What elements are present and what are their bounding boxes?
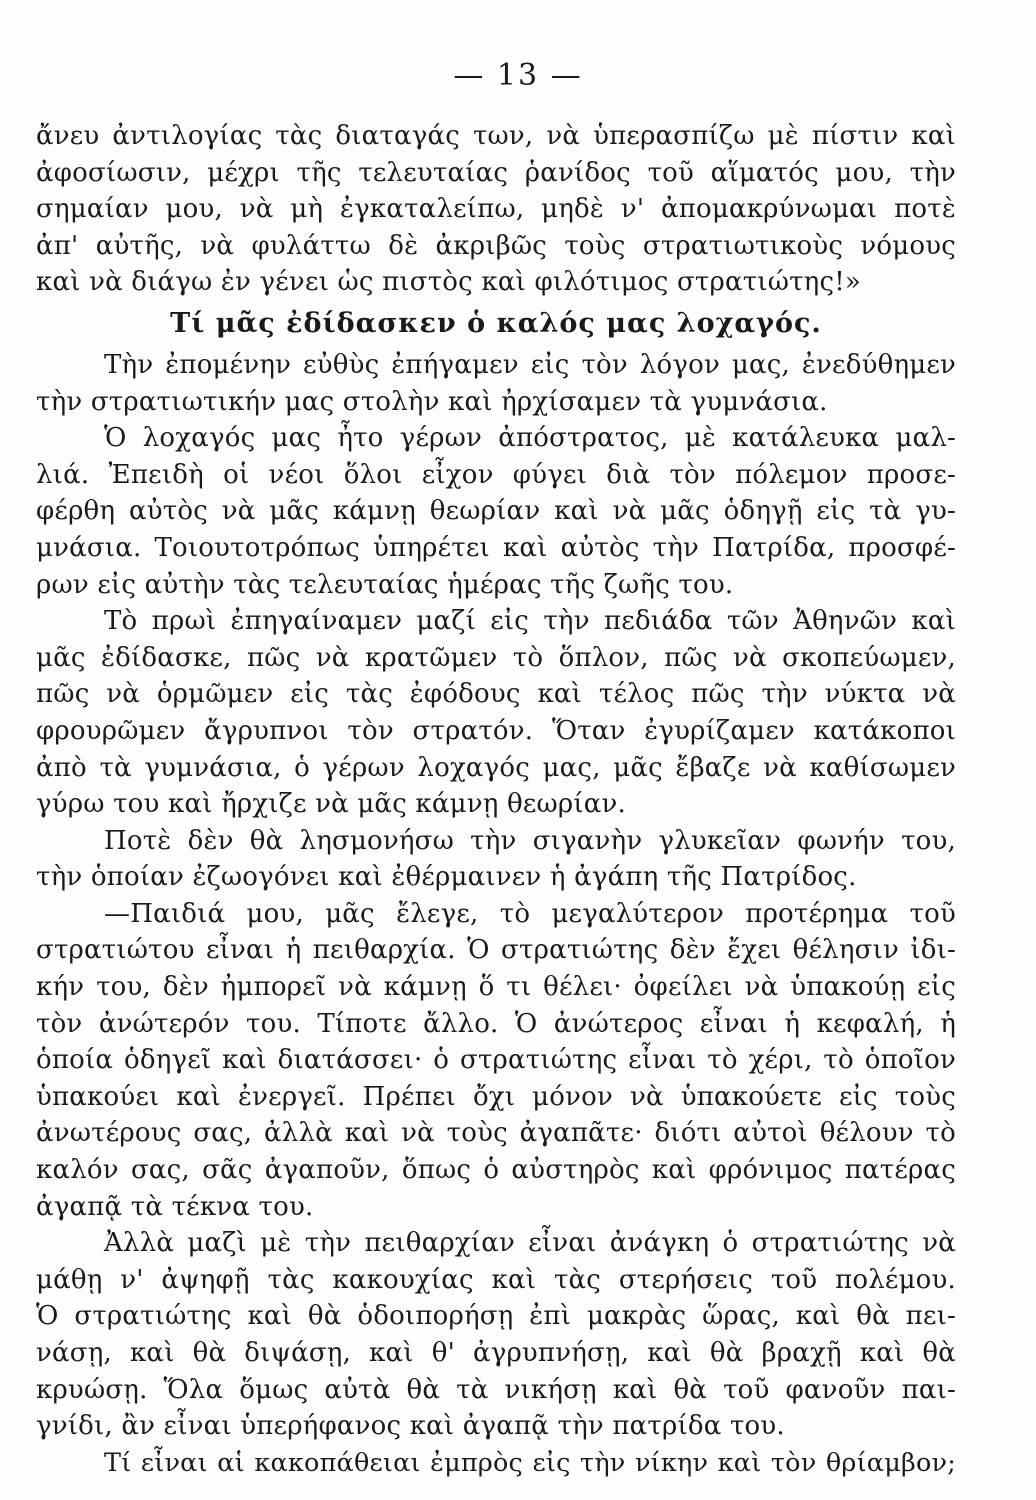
text-line: ἀφοσίωσιν, μέχρι τῆς τελευταίας ῥανίδος τοῦ αἵματός μου, τὴν (36, 157, 956, 188)
text-line: στρατιώτου εἶναι ἡ πειθαρχία. Ὁ στρατιώτης δὲν ἔχει θέλησιν ἰδι- (36, 935, 956, 966)
text-line: ἀνωτέρους σας, ἀλλὰ καὶ νὰ τοὺς ἀγαπᾶτε· διότι αὐτοὶ θέλουν τὸ (36, 1118, 956, 1149)
text-line: ὑπακούει καὶ ἐνεργεῖ. Πρέπει ὄχι μόνον νὰ ὑπακούετε εἰς τοὺς (36, 1081, 956, 1112)
text-line: λιά. Ἐπειδὴ οἱ νέοι ὅλοι εἶχον φύγει διὰ τὸν πόλεμον προσε- (36, 459, 956, 490)
text-line: φρουρῶμεν ἄγρυπνοι τὸν στρατόν. Ὅταν ἐγυρίζαμεν κατάκοποι (36, 715, 956, 746)
text-line: Τὴν ἐπομένην εὐθὺς ἐπήγαμεν εἰς τὸν λόγον μας, ἐνεδύθημεν (104, 349, 956, 380)
text-line: Τὸ πρωὶ ἐπηγαίναμεν μαζί εἰς τὴν πεδιάδα τῶν Ἀθηνῶν καὶ (104, 606, 956, 637)
text-line: τὸν ἀνώτερόν του. Τίποτε ἄλλο. Ὁ ἀνώτερος εἶναι ἡ κεφαλή, ἡ (36, 1008, 956, 1039)
text-line: ἀγαπᾷ τὰ τέκνα του. (36, 1191, 314, 1222)
text-line: κήν του, δὲν ἠμπορεῖ νὰ κάμνῃ ὅ τι θέλει· ὀφείλει νὰ ὑπακούῃ εἰς (36, 972, 956, 1003)
text-line: γύρω του καὶ ἤρχιζε νὰ μᾶς κάμνῃ θεωρίαν. (36, 789, 627, 820)
section-heading: Τί μᾶς ἐδίδασκεν ὁ καλός μας λοχαγός. (170, 307, 822, 339)
text-line: μᾶς ἐδίδασκε, πῶς νὰ κρατῶμεν τὸ ὅπλον, πῶς νὰ σκοπεύωμεν, (36, 642, 956, 673)
text-line: σημαίαν μου, νὰ μὴ ἐγκαταλείπω, μηδὲ ν' ἀπομακρύνωμαι ποτὲ (36, 194, 956, 225)
text-line: νάσῃ, καὶ θὰ διψάσῃ, καὶ θ' ἀγρυπνήσῃ, καὶ θὰ βραχῇ καὶ θὰ (36, 1338, 956, 1368)
text-line: ρων εἰς αὐτὴν τὰς τελευταίας ἡμέρας τῆς ζωῆς του. (36, 569, 734, 600)
text-line: Ποτὲ δὲν θὰ λησμονήσω τὴν σιγανὴν γλυκεῖαν φωνήν του, (104, 825, 956, 856)
page-number: — 13 — (453, 58, 583, 93)
text-line: κρυώσῃ. Ὅλα ὅμως αὐτὰ θὰ τὰ νικήσῃ καὶ θὰ τοῦ φανοῦν παι- (36, 1374, 956, 1405)
text-line: Ὁ στρατιώτης καὶ θὰ ὁδοιπορήσῃ ἐπὶ μακρὰς ὥρας, καὶ θὰ πει- (36, 1301, 956, 1332)
text-line: ὁποία ὁδηγεῖ καὶ διατάσσει· ὁ στρατιώτης εἶναι τὸ χέρι, τὸ ὁποῖον (36, 1045, 956, 1076)
text-line: Ὁ λοχαγός μας ἦτο γέρων ἀπόστρατος, μὲ κατάλευκα μαλ- (104, 423, 956, 454)
text-line: καλόν σας, σᾶς ἀγαποῦν, ὅπως ὁ αὐστηρὸς καὶ φρόνιμος πατέρας (36, 1155, 956, 1186)
text-line: τὴν στρατιωτικήν μας στολὴν καὶ ἠρχίσαμεν τὰ γυμνάσια. (36, 386, 828, 417)
text-line: Τί εἶναι αἱ κακοπάθειαι ἐμπρὸς εἰς τὴν νίκην καὶ τὸν θρίαμβον; (104, 1447, 956, 1478)
text-line: ἀπ' αὐτῆς, νὰ φυλάττω δὲ ἀκριβῶς τοὺς στρατιωτικοὺς νόμους (36, 230, 956, 261)
text-line: ἀπὸ τὰ γυμνάσια, ὁ γέρων λοχαγός μας, μᾶς ἔβαζε νὰ καθίσωμεν (36, 752, 956, 783)
body-text (36, 118, 956, 1481)
text-line: τὴν ὁποίαν ἐζωογόνει καὶ ἐθέρμαινεν ἡ ἀγάπη τῆς Πατρίδος. (36, 862, 857, 893)
text-line: ἄνευ ἀντιλογίας τὰς διαταγάς των, νὰ ὑπερασπίζω μὲ πίστιν καὶ (36, 121, 956, 151)
text-line: μάθῃ ν' ἀψηφῇ τὰς κακουχίας καὶ τὰς στερήσεις τοῦ πολέμου. (36, 1264, 956, 1295)
text-line: —Παιδιά μου, μᾶς ἔλεγε, τὸ μεγαλύτερον προτέρημα τοῦ (104, 898, 956, 929)
text-line: καὶ νὰ διάγω ἐν γένει ὡς πιστὸς καὶ φιλότιμος στρατιώτης!» (36, 267, 861, 298)
text-line: φέρθη αὐτὸς νὰ μᾶς κάμνῃ θεωρίαν καὶ νὰ μᾶς ὁδηγῇ εἰς τὰ γυ- (36, 496, 956, 527)
text-line: Ἀλλὰ μαζὶ μὲ τὴν πειθαρχίαν εἶναι ἀνάγκη ὁ στρατιώτης νὰ (104, 1228, 956, 1259)
text-line: μνάσια. Τοιουτοτρόπως ὑπηρέτει καὶ αὐτὸς τὴν Πατρίδα, προσφέ- (36, 532, 956, 563)
text-line: πῶς νὰ ὁρμῶμεν εἰς τὰς ἐφόδους καὶ τέλος πῶς τὴν νύκτα νὰ (36, 679, 956, 710)
text-line: γνίδι, ἂν εἶναι ὑπερήφανος καὶ ἀγαπᾷ τὴν πατρίδα του. (36, 1411, 785, 1442)
